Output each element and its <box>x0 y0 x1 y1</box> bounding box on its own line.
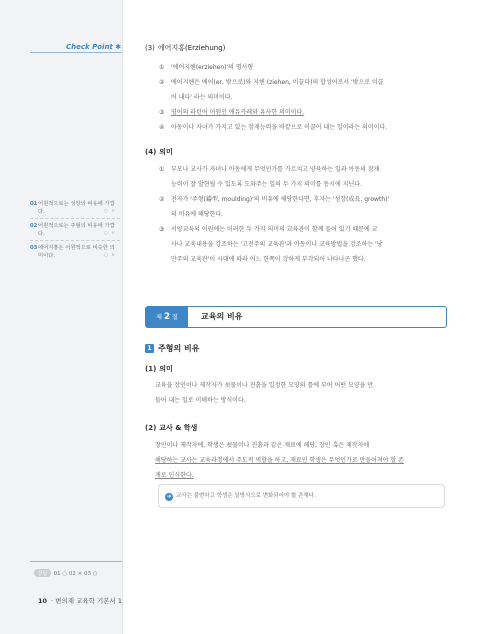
note-box <box>158 484 445 508</box>
list-text: 영어의 라틴어 어원인 에듀카레와 유사한 의미이다. <box>171 109 305 116</box>
check-point-item-number: 02 <box>30 223 38 229</box>
list-text: 전자가 '주형(鑄型, moulding)'의 비유에 해당한다면, 후자는 '성장(成長, growth)' <box>171 196 390 203</box>
list-text: 만주의 교육관'이 시대에 따라 어느 한쪽이 강하게 부각되어 나타나곤 했다. <box>171 256 366 263</box>
check-point-separator <box>30 240 120 241</box>
list-marker: ① <box>159 64 165 71</box>
check-point-item <box>30 200 118 216</box>
section-number: (1) <box>145 365 157 373</box>
section-tag-suffix: 절 <box>172 314 178 321</box>
ox-toggle[interactable]: ○ × <box>103 253 116 258</box>
list-marker: ① <box>159 166 165 173</box>
subsection-title: 주형의 비유 <box>158 344 200 353</box>
subsection-number-badge: 1 <box>145 344 154 353</box>
meaning-heading <box>145 364 173 374</box>
check-point-item-text: 어원적으로는 주형의 비유에 가깝다. <box>38 223 115 237</box>
check-point-item-number: 03 <box>30 245 38 251</box>
section-title: 의미 <box>159 148 173 156</box>
section-number: (2) <box>145 424 157 432</box>
section-header-bar <box>145 306 447 328</box>
meaning-paragraph <box>155 378 455 408</box>
check-point-item-text: 어원적으로는 성장의 비유에 가깝다. <box>38 201 115 215</box>
list-item <box>159 237 459 252</box>
list-text: '에어지헨(erziehen)'의 명사형 <box>171 64 254 71</box>
answer-divider <box>30 561 122 562</box>
page-footer <box>38 596 122 605</box>
paragraph-line: 재로 인식한다. <box>155 472 194 479</box>
list-item <box>159 75 459 90</box>
section-title: 의미 <box>159 365 173 373</box>
note-text: 교사는 불변하고 학생은 일방식으로 변화되어야 할 존재다. <box>176 493 316 499</box>
list-text: 아동이나 자녀가 가지고 있는 잠재능력을 바깥으로 이끌어 내는 일이라는 의미이다. <box>171 124 388 131</box>
subsection-heading <box>145 343 199 354</box>
check-point-sidebar <box>0 0 123 634</box>
section-3-heading <box>145 43 225 53</box>
answer-row <box>34 569 98 577</box>
section-tag <box>146 307 188 327</box>
section-number: (3) <box>145 44 155 52</box>
list-item <box>159 120 459 135</box>
list-item <box>159 252 459 267</box>
section-header-title: 교육의 비유 <box>201 312 243 321</box>
check-point-item-number: 01 <box>30 201 38 207</box>
ox-toggle[interactable]: ○ × <box>103 231 116 236</box>
list-text: 능력이 잘 발현될 수 있도록 도와주는 일의 두 가지 의미를 동시에 지닌다. <box>171 181 362 188</box>
paragraph-line: 해당하는 교사는 교육과정에서 주도적 역할을 하고, 재료인 학생은 무엇인가로 만들어져야 할 존 <box>155 457 404 464</box>
section-title: 에어지홍(Erziehung) <box>157 44 226 52</box>
check-point-item <box>30 244 118 260</box>
list-item <box>159 192 459 207</box>
list-text: 사나 교육내용을 강조하는 '고전주의 교육관'과 아동이나 교육방법을 강조하는 '낭 <box>171 241 383 248</box>
list-item <box>159 207 459 222</box>
section-title: 교사 & 학생 <box>159 424 198 432</box>
list-item <box>159 162 459 177</box>
list-marker: ③ <box>159 226 165 233</box>
list-item <box>159 105 459 120</box>
teacher-heading <box>145 423 197 433</box>
list-item <box>159 90 459 105</box>
list-text: 의 비유에 해당한다. <box>171 211 224 218</box>
list-marker: ③ <box>159 109 165 116</box>
list-marker: ② <box>159 79 165 86</box>
ox-toggle[interactable]: ○ × <box>103 209 116 214</box>
list-item <box>159 222 459 237</box>
paragraph-line: 장인이나 제작자에, 학생은 쇳물이나 진흙과 같은 재료에 해당, 장인 혹은 제작자에 <box>155 442 370 449</box>
list-item <box>159 60 459 75</box>
check-point-item-text: 에어지홍은 어원적으로 비슷한 의미이다. <box>38 245 115 259</box>
arrow-right-icon: ➜ <box>166 493 172 500</box>
section-number: (4) <box>145 148 157 156</box>
list-text: 부모나 교사가 자녀나 아동에게 무엇인가를 가르치고 양육하는 일과 아동의 잠재 <box>171 166 380 173</box>
list-marker: ② <box>159 196 165 203</box>
page-number: 10 <box>38 597 48 605</box>
section-tag-number: 2 <box>163 312 171 322</box>
check-point-divider <box>30 52 122 53</box>
list-text: 서양교육의 어원에는 이러한 두 가지 의미의 교육관이 함께 들어 있기 때문에 교 <box>171 226 378 233</box>
list-text: 에어지헨은 에어(er, 밖으로)와 지헨 (ziehen, 이끌다)의 합성어로서 '밖으로 이끌 <box>171 79 384 86</box>
check-point-separator <box>30 218 120 219</box>
check-point-title: Check Point ✱ <box>66 43 122 51</box>
answer-badge: 정답 <box>34 569 51 577</box>
teacher-paragraph <box>155 438 455 483</box>
section-tag-prefix: 제 <box>156 314 162 321</box>
list-text: 어 내다' 라는 의미이다. <box>171 94 233 101</box>
paragraph-line: 교육을 장인이나 제작자가 쇳물이나 진흙을 일정한 모양의 틀에 부어 어떤 모양을 만 <box>155 382 374 389</box>
answer-text: 01 ○ 02 × 03 ○ <box>53 571 98 577</box>
check-point-item <box>30 222 118 238</box>
list-marker: ④ <box>159 124 165 131</box>
paragraph-line: 들어 내는 일로 이해하는 방식이다. <box>155 397 246 404</box>
book-title: · 변의재 교육학 기본서 1 <box>51 597 123 605</box>
section-4-heading <box>145 147 173 157</box>
list-item <box>159 177 459 192</box>
